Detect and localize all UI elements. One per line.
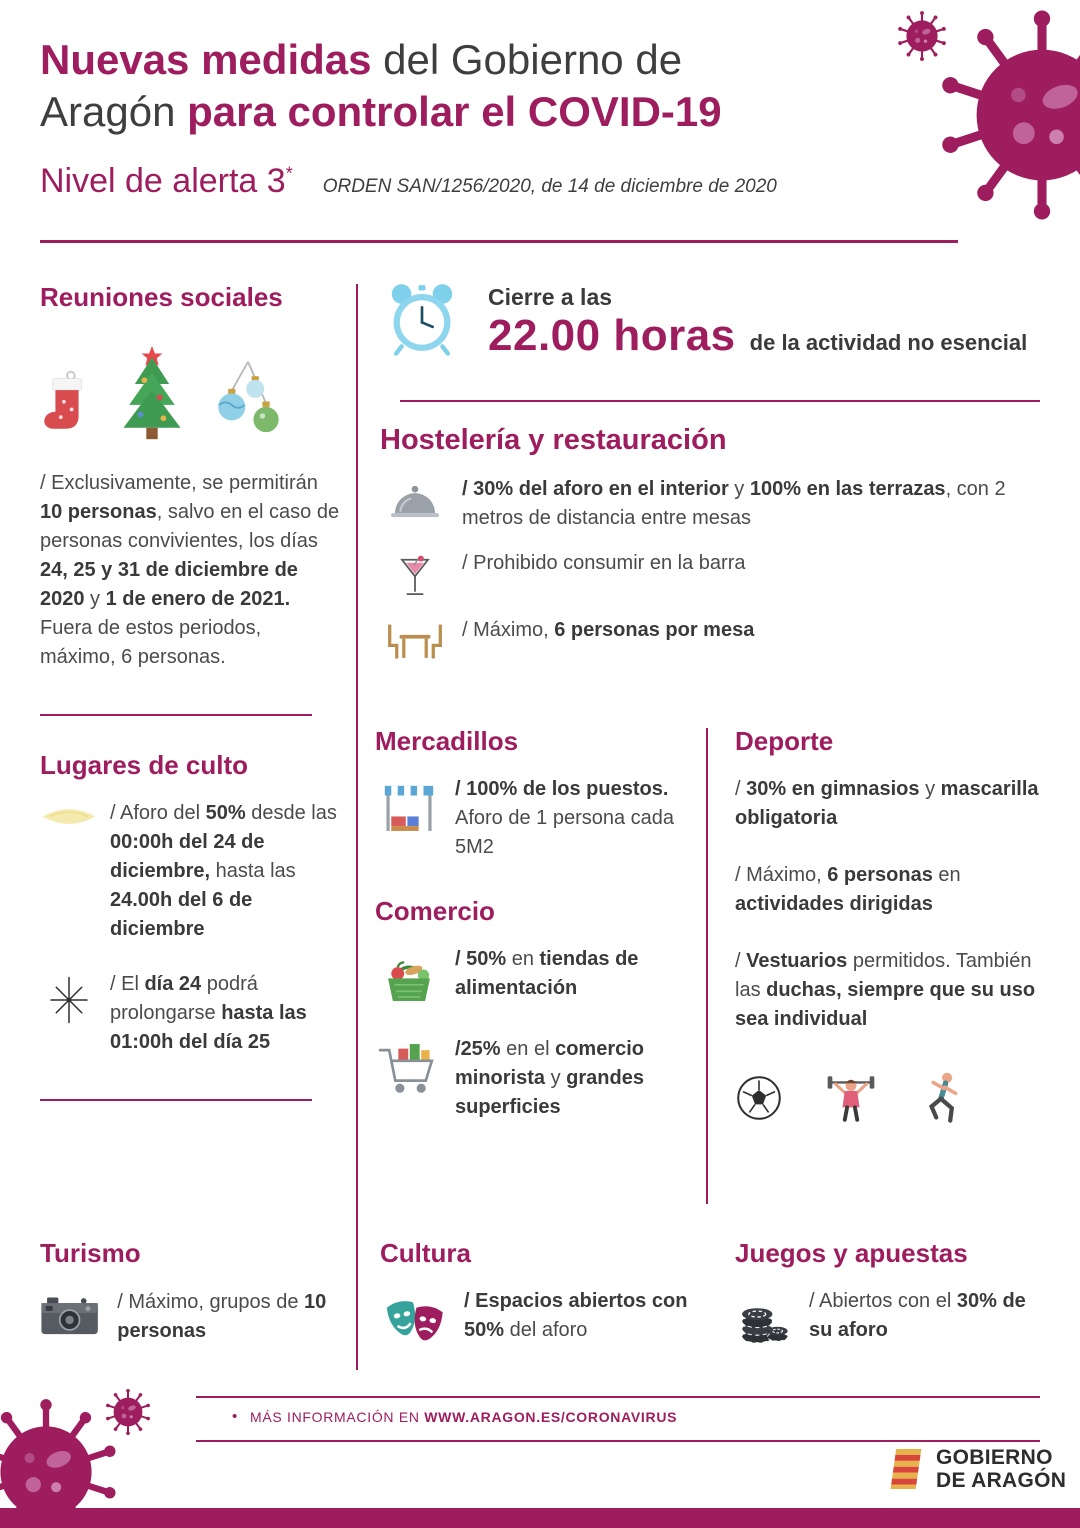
footer-info [232, 1408, 677, 1425]
comercio-item-2-text: /25% en el comercio minorista y grandes superficies [455, 1038, 645, 1118]
sport-icons-row [735, 1070, 1041, 1126]
weightlifter-icon [823, 1070, 879, 1126]
closure-scope: de la actividad no esencial [749, 330, 1028, 355]
mercadillos-item [375, 775, 687, 862]
culto-item-2 [40, 970, 342, 1057]
logo-line-1: GOBIERNO [936, 1446, 1053, 1469]
comercio-item-1 [375, 945, 687, 1009]
hosteleria-item-2-text: / Prohibido consumir en la barra [462, 552, 746, 574]
main-vertical-divider [356, 284, 358, 1370]
mercadillos-section [375, 726, 687, 1148]
deporte-item-3-text: / Vestuarios permitidos. También las duchas, siempre que su uso sea individual [735, 950, 1036, 1030]
runner-icon [919, 1070, 969, 1126]
turismo-text: / Máximo, grupos de 10 personas [117, 1290, 327, 1342]
camera-icon [40, 1287, 99, 1346]
header-divider [40, 240, 958, 243]
gobierno-aragon-logo [886, 1446, 1066, 1492]
reuniones-text: / Exclusivamente, se permitirán 10 personas, salvo en el caso de personas convivientes, los días 24, 25 y 31 de diciembre de 2020 y 1 de enero de 2021. Fuera de estos periodos, máximo, 6 personas. [40, 472, 340, 668]
juegos-item [735, 1287, 1041, 1347]
soccer-ball-icon [735, 1074, 783, 1122]
alert-level [40, 162, 293, 201]
market-stall-icon [375, 775, 443, 839]
comercio-item-1-text: / 50% en tiendas de alimentación [455, 948, 639, 999]
mercadillos-text: / 100% de los puestos. Aforo de 1 persona cada 5M2 [455, 778, 675, 858]
closure-text [488, 278, 1027, 361]
order-reference: ORDEN SAN/1256/2020, de 14 de diciembre de 2020 [322, 176, 777, 198]
logo-text [936, 1446, 1066, 1492]
comercio-item-2 [375, 1035, 687, 1122]
deporte-item-1-text: / 30% en gimnasios y mascarilla obligatoria [735, 778, 1039, 829]
section-heading-cultura: Cultura [380, 1238, 471, 1268]
star-icon [40, 970, 98, 1024]
culto-item-1 [40, 799, 342, 944]
cart-icon [375, 1035, 443, 1105]
juegos-text: / Abiertos con el 30% de su aforo [809, 1290, 1026, 1341]
hosteleria-item-3 [380, 616, 1040, 663]
footer-info-text: MÁS INFORMACIÓN EN WWW.ARAGON.ES/CORONAVIRUS [249, 1408, 678, 1425]
stocking-icon [40, 369, 94, 443]
section-divider [40, 714, 312, 716]
culto-item-2-text: / El día 24 podrá prolongarse hasta las 01:00h del día 25 [110, 973, 307, 1053]
title-line-2: Aragón para controlar el COVID-19 [40, 88, 722, 136]
deporte-section [735, 726, 1041, 1126]
footer-bullet: • [232, 1408, 238, 1425]
glow-icon [40, 799, 98, 828]
hosteleria-item-1 [380, 475, 1040, 533]
alert-level-text: Nivel de alerta 3 [40, 162, 286, 201]
christmas-tree-icon [112, 344, 192, 443]
section-heading-deporte: Deporte [735, 726, 834, 756]
columns-vertical-divider [706, 728, 708, 1204]
closure-time: 22.00 horas [488, 311, 736, 360]
logo-line-2: DE ARAGÓN [936, 1469, 1067, 1493]
subtitle-row [40, 162, 890, 201]
section-heading-juegos: Juegos y apuestas [735, 1238, 968, 1268]
table-chairs-icon [380, 616, 450, 663]
section-heading-culto: Lugares de culto [40, 750, 249, 780]
turismo-item [40, 1287, 342, 1346]
basket-icon [375, 945, 443, 1009]
cultura-item [380, 1287, 688, 1353]
cloche-icon [380, 475, 450, 524]
section-heading-hosteleria: Hostelería y restauración [380, 424, 727, 456]
alarm-clock-icon [382, 278, 462, 358]
section-heading-mercadillos: Mercadillos [375, 726, 519, 756]
alert-asterisk: * [285, 163, 293, 184]
closure-intro: Cierre a las [488, 284, 613, 310]
footer-divider-top [196, 1396, 1040, 1398]
juegos-section [735, 1238, 1041, 1373]
chips-icon [735, 1287, 793, 1347]
hosteleria-item-3-text: / Máximo, 6 personas por mesa [462, 619, 755, 641]
hosteleria-item-2 [380, 549, 1040, 600]
closure-banner [382, 278, 1042, 361]
section-heading-comercio: Comercio [375, 896, 495, 926]
title-line-1: Nuevas medidas del Gobierno de [40, 36, 683, 83]
section-divider [40, 1099, 312, 1101]
section-heading-turismo: Turismo [40, 1238, 141, 1268]
hosteleria-section [380, 424, 1040, 679]
cultura-section [380, 1238, 688, 1379]
closure-divider [400, 400, 1040, 402]
left-column [40, 282, 342, 1135]
cocktail-icon [380, 549, 450, 600]
section-heading-reuniones: Reuniones sociales [40, 282, 283, 312]
masks-icon [380, 1287, 450, 1353]
hosteleria-item-1-text: / 30% del aforo en el interior y 100% en las terrazas, con 2 metros de distancia entre mesas [462, 478, 1006, 529]
header [40, 34, 890, 201]
virus-icon [933, 6, 1080, 224]
footer-divider-bottom [196, 1440, 1040, 1442]
closure-line [488, 311, 1027, 361]
bottom-bar [0, 1508, 1080, 1528]
baubles-icon [210, 360, 286, 443]
culto-item-1-text: / Aforo del 50% desde las 00:00h del 24 de diciembre, hasta las 24.00h del 6 de diciembre [110, 802, 337, 940]
turismo-section [40, 1238, 342, 1372]
aragon-flag-icon [886, 1446, 926, 1492]
christmas-icons-row [40, 331, 342, 443]
page-title [40, 34, 890, 138]
deporte-item-2-text: / Máximo, 6 personas en actividades dirigidas [735, 864, 961, 915]
cultura-text: / Espacios abiertos con 50% del aforo [464, 1290, 688, 1341]
